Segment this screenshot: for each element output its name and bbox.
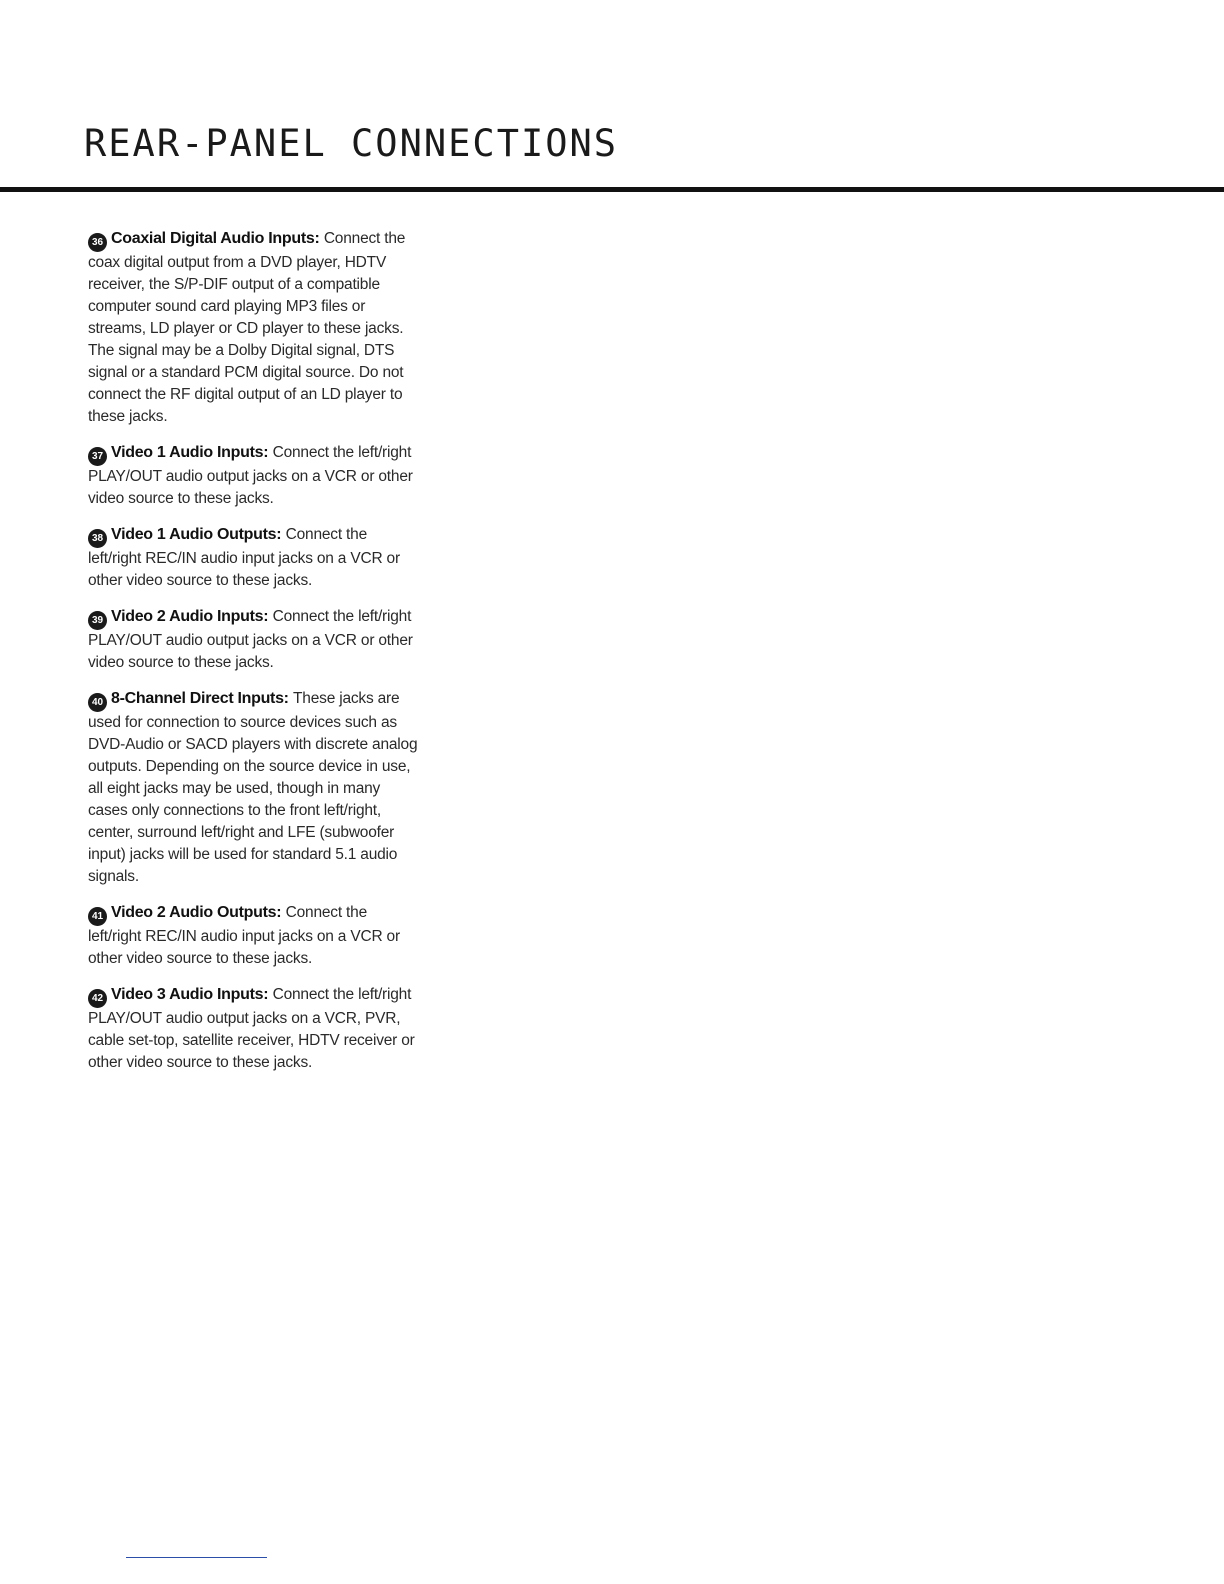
entry-video-3-audio-inputs: [88, 984, 423, 1074]
entry-body: Connect the left/right REC/IN audio input jacks on a VCR or other video source to these jacks.: [88, 526, 400, 589]
entry-heading: Video 1 Audio Inputs:: [111, 444, 269, 461]
footer-divider: [126, 1557, 267, 1558]
entry-video-2-audio-outputs: [88, 902, 423, 970]
entry-heading: Video 3 Audio Inputs:: [111, 986, 269, 1003]
entry-heading: Coaxial Digital Audio Inputs:: [111, 230, 320, 247]
reference-number-badge: 37: [88, 447, 107, 466]
reference-number-badge: 36: [88, 233, 107, 252]
reference-number-badge: 42: [88, 989, 107, 1008]
entry-heading: Video 2 Audio Inputs:: [111, 608, 269, 625]
reference-number-badge: 39: [88, 611, 107, 630]
entry-heading: Video 1 Audio Outputs:: [111, 526, 282, 543]
entry-heading: 8-Channel Direct Inputs:: [111, 690, 289, 707]
entry-body: Connect the left/right PLAY/OUT audio output jacks on a VCR or other video source to these jacks.: [88, 444, 413, 507]
connections-column: [88, 228, 423, 1088]
entry-body: Connect the coax digital output from a DVD player, HDTV receiver, the S/P-DIF output of a compatible computer sound card playing MP3 files or streams, LD player or CD player to these jacks. The signal may be a Dolby Digital signal, DTS signal or a standard PCM digital source. Do not connect the RF digital output of an LD player to these jacks.: [88, 230, 406, 425]
title-divider: [0, 187, 1224, 192]
entry-body: Connect the left/right PLAY/OUT audio output jacks on a VCR, PVR, cable set-top, satellite receiver, HDTV receiver or other video source to these jacks.: [88, 986, 415, 1071]
entry-body: Connect the left/right PLAY/OUT audio output jacks on a VCR or other video source to these jacks.: [88, 608, 413, 671]
reference-number-badge: 38: [88, 529, 107, 548]
entry-video-2-audio-inputs: [88, 606, 423, 674]
reference-number-badge: 40: [88, 693, 107, 712]
reference-number-badge: 41: [88, 907, 107, 926]
entry-video-1-audio-outputs: [88, 524, 423, 592]
entry-heading: Video 2 Audio Outputs:: [111, 904, 282, 921]
entry-8-channel-direct-inputs: [88, 688, 423, 888]
entry-coaxial-digital-audio-inputs: [88, 228, 423, 428]
entry-body: Connect the left/right REC/IN audio input jacks on a VCR or other video source to these jacks.: [88, 904, 400, 967]
entry-video-1-audio-inputs: [88, 442, 423, 510]
entry-body: These jacks are used for connection to source devices such as DVD-Audio or SACD players with discrete analog outputs. Depending on the source device in use, all eight jacks may be used, though in many cases only connections to the front left/right, center, surround left/right and LFE (subwoofer input) jacks will be used for standard 5.1 audio signals.: [88, 690, 418, 885]
page-title: REAR-PANEL CONNECTIONS: [84, 122, 619, 165]
